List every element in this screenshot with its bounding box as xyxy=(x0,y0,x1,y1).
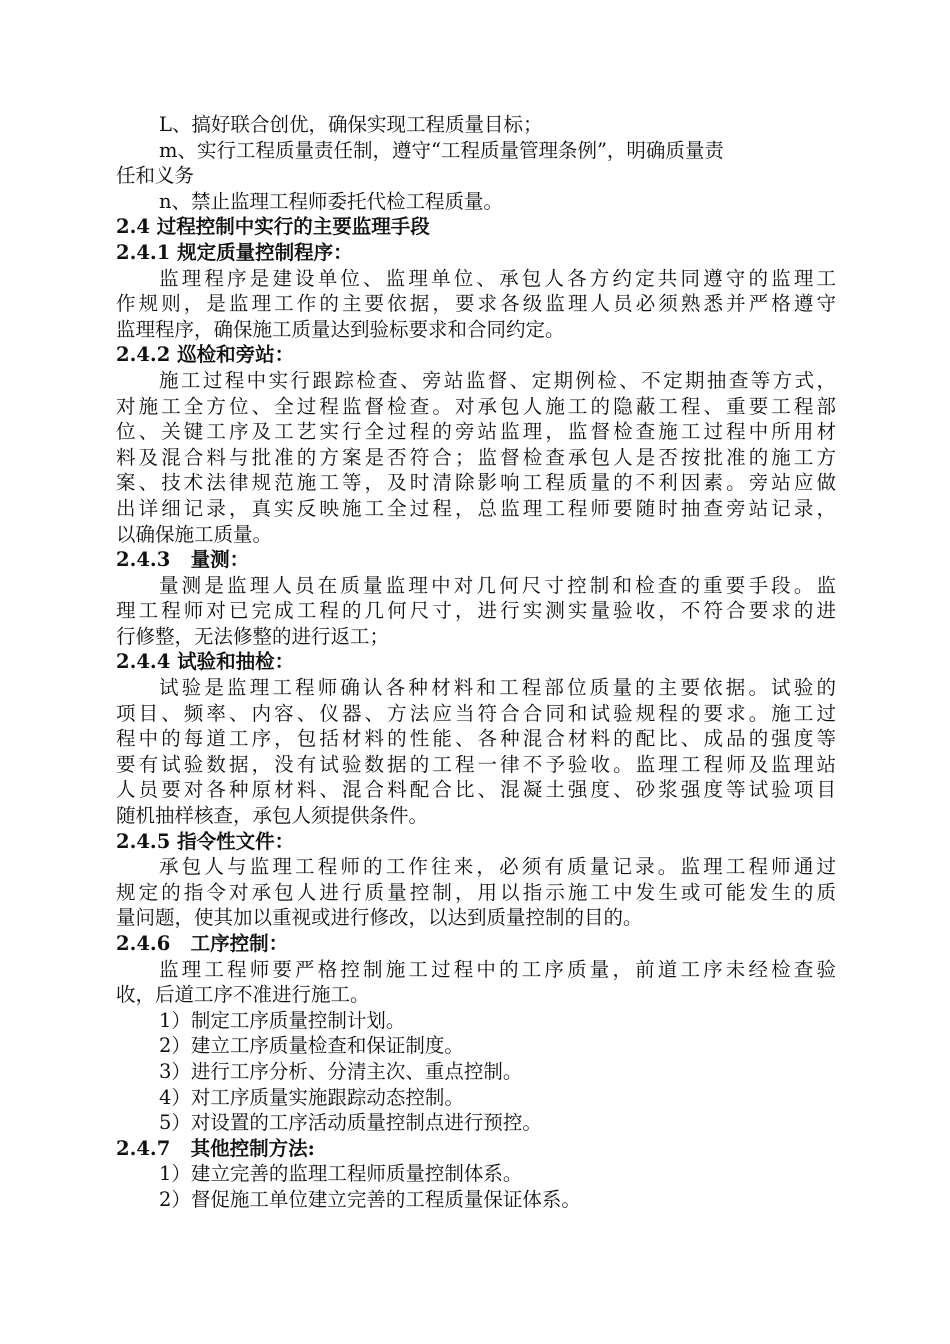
subsection-heading-2-4-6 xyxy=(116,931,836,957)
paragraph-line: 监理工程师要严格控制施工过程中的工序质量，前道工序未经检查验 xyxy=(159,957,836,981)
paragraph-line: 试验是监理工程师确认各种材料和工程部位质量的主要依据。试验的 xyxy=(159,676,836,700)
document-body xyxy=(116,112,836,1213)
item-m-line-2: 任和义务 xyxy=(116,164,195,188)
paragraph-line: 施工过程中实行跟踪检查、旁站监督、定期例检、不定期抽查等方式， xyxy=(159,368,836,392)
paragraph-line: 量问题，使其加以重视或进行修改，以达到质量控制的目的。 xyxy=(116,906,643,930)
paragraph-line: 料及混合料与批准的方案是否符合；监督检查承包人是否按批准的施工方 xyxy=(116,445,836,469)
subsection-title: 试验和抽检： xyxy=(177,650,295,674)
section-heading-2-4: 2.4 过程控制中实行的主要监理手段 xyxy=(116,215,430,239)
subsection-title: 量测： xyxy=(190,548,250,572)
paragraph-line: 承包人与监理工程师的工作往来，必须有质量记录。监理工程师通过 xyxy=(159,855,836,879)
subsection-title: 其他控制方法: xyxy=(190,1136,315,1160)
subsection-number: 2.4.1 xyxy=(116,240,178,264)
subsection-number: 2.4.4 xyxy=(116,650,178,674)
paragraph-line: 程中的每道工序，包括材料的性能、各种混合材料的配比、成品的强度等 xyxy=(116,727,836,751)
paragraph-line: 位、关键工序及工艺实行全过程的旁站监理，监督检查施工过程中所用材 xyxy=(116,420,836,444)
list-item: 2）督促施工单位建立完善的工程质量保证体系。 xyxy=(159,1187,581,1211)
subsection-number: 2.4.6 xyxy=(116,932,191,955)
subsection-heading-2-4-1 xyxy=(116,240,836,266)
paragraph-line: 随机抽样核查，承包人须提供条件。 xyxy=(116,804,429,828)
list-item: 1）建立完善的监理工程师质量控制体系。 xyxy=(159,1162,523,1186)
item-m-line-1: m、实行工程质量责任制，遵守“工程质量管理条例”，明确质量责 xyxy=(159,138,724,162)
paragraph-line: 项目、频率、内容、仪器、方法应当符合合同和试验规程的要求。施工过 xyxy=(116,701,836,725)
paragraph-line: 收，后道工序不准进行施工。 xyxy=(116,983,370,1007)
paragraph-line: 对施工全方位、全过程监督检查。对承包人施工的隐蔽工程、重要工程部 xyxy=(116,394,836,418)
item-l: L、搞好联合创优，确保实现工程质量目标； xyxy=(159,113,543,136)
list-item: 5）对设置的工序活动质量控制点进行预控。 xyxy=(159,1111,542,1135)
paragraph-line: 监理程序，确保施工质量达到验标要求和合同约定。 xyxy=(116,317,565,341)
subsection-heading-2-4-7 xyxy=(116,1136,836,1162)
paragraph-line: 人员要对各种原材料、混合料配合比、混凝土强度、砂浆强度等试验项目 xyxy=(116,778,836,802)
subsection-heading-2-4-2 xyxy=(116,342,836,368)
item-n: n、禁止监理工程师委托代检工程质量。 xyxy=(159,189,504,213)
list-item: 3）进行工序分析、分清主次、重点控制。 xyxy=(159,1059,523,1083)
subsection-heading-2-4-4 xyxy=(116,649,836,675)
subsection-heading-2-4-5 xyxy=(116,829,836,855)
paragraph-line: 监理程序是建设单位、监理单位、承包人各方约定共同遵守的监理工 xyxy=(159,266,836,290)
subsection-title: 规定质量控制程序： xyxy=(177,240,353,264)
paragraph-line: 行修整，无法修整的进行返工； xyxy=(116,624,390,648)
list-item: 1）制定工序质量控制计划。 xyxy=(159,1008,406,1032)
subsection-title: 指令性文件： xyxy=(177,829,295,853)
subsection-title: 巡检和旁站： xyxy=(177,343,295,367)
paragraph-line: 案、技术法律规范施工等，及时清除影响工程质量的不利因素。旁站应做 xyxy=(116,471,836,495)
paragraph-line: 出详细记录，真实反映施工全过程，总监理工程师要随时抽查旁站记录， xyxy=(116,496,836,520)
paragraph-line: 规定的指令对承包人进行质量控制，用以指示施工中发生或可能发生的质 xyxy=(116,880,836,904)
paragraph-line: 作规则，是监理工作的主要依据，要求各级监理人员必须熟悉并严格遵守 xyxy=(116,292,836,316)
subsection-number: 2.4.3 xyxy=(116,548,191,572)
paragraph-line: 理工程师对已完成工程的几何尺寸，进行实测实量验收，不符合要求的进 xyxy=(116,599,836,623)
subsection-title: 工序控制： xyxy=(190,932,289,955)
subsection-heading-2-4-3 xyxy=(116,547,836,573)
subsection-number: 2.4.5 xyxy=(116,829,178,853)
paragraph-line: 量测是监理人员在质量监理中对几何尺寸控制和检查的重要手段。监 xyxy=(159,573,836,597)
subsection-number: 2.4.2 xyxy=(116,343,178,367)
paragraph-line: 以确保施工质量。 xyxy=(116,522,273,546)
list-item: 2）建立工序质量检查和保证制度。 xyxy=(159,1034,464,1058)
subsection-number: 2.4.7 xyxy=(116,1136,191,1160)
list-item: 4）对工序质量实施跟踪动态控制。 xyxy=(159,1085,464,1109)
paragraph-line: 要有试验数据，没有试验数据的工程一律不予验收。监理工程师及监理站 xyxy=(116,752,836,776)
